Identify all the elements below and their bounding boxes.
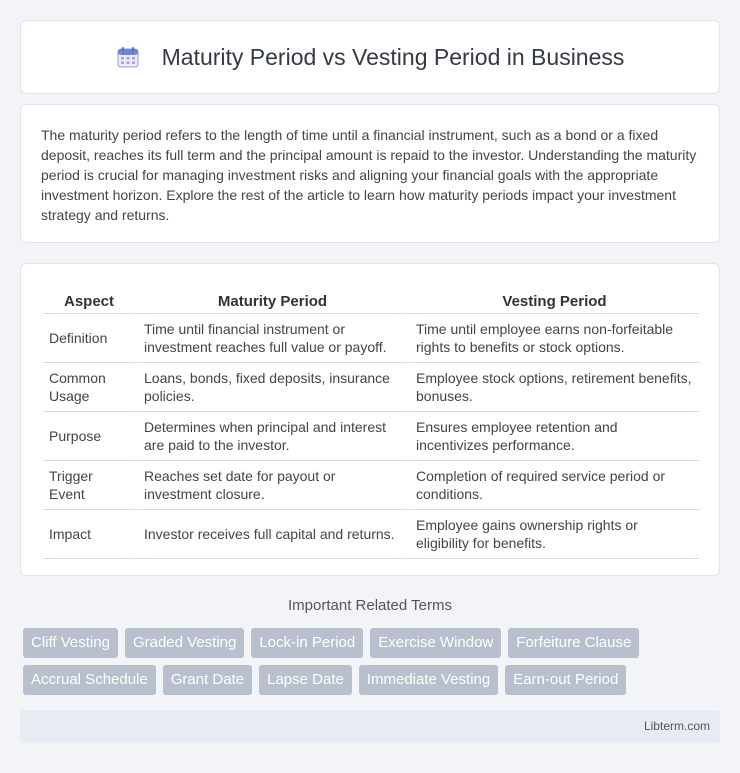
row-aspect: Definition bbox=[43, 314, 135, 363]
related-terms-tags bbox=[23, 628, 723, 702]
tag-forfeiture-clause[interactable]: Forfeiture Clause bbox=[508, 628, 639, 658]
tag-cliff-vesting[interactable]: Cliff Vesting bbox=[23, 628, 118, 658]
row-aspect: Impact bbox=[43, 510, 135, 559]
row-maturity: Determines when principal and interest are paid to the investor. bbox=[135, 412, 407, 461]
tag-row bbox=[23, 628, 723, 658]
table-row bbox=[43, 314, 699, 363]
row-maturity: Loans, bonds, fixed deposits, insurance policies. bbox=[135, 363, 407, 412]
intro-text: The maturity period refers to the length of time until a financial instrument, such as a bond or a fixed deposit, reaches its full term and the principal amount is repaid to the investor. Understanding the maturity period is crucial for managing investment risks and aligning your financial goals with the appropriate investment horizon. Explore the rest of the article to learn how maturity periods impact your investment strategy and returns. bbox=[41, 127, 697, 223]
comparison-card bbox=[20, 263, 720, 576]
table-row bbox=[43, 412, 699, 461]
tag-row bbox=[23, 665, 723, 695]
page-title: Maturity Period vs Vesting Period in Business bbox=[161, 43, 625, 70]
row-vesting: Employee gains ownership rights or eligibility for benefits. bbox=[407, 510, 699, 559]
header-aspect: Aspect bbox=[43, 284, 135, 314]
header-maturity: Maturity Period bbox=[135, 284, 407, 314]
tag-accrual-schedule[interactable]: Accrual Schedule bbox=[23, 665, 156, 695]
related-terms-title: Important Related Terms bbox=[288, 597, 452, 614]
row-vesting: Time until employee earns non-forfeitable rights to benefits or stock options. bbox=[407, 314, 699, 363]
row-aspect: Trigger Event bbox=[43, 461, 135, 510]
footer bbox=[20, 710, 720, 743]
row-vesting: Employee stock options, retirement benefits, bonuses. bbox=[407, 363, 699, 412]
footer-brand[interactable]: Libterm.com bbox=[643, 719, 710, 733]
calendar-icon bbox=[116, 45, 140, 69]
row-aspect: Common Usage bbox=[43, 363, 135, 412]
row-maturity: Investor receives full capital and returns. bbox=[135, 510, 407, 559]
tag-lock-in-period[interactable]: Lock-in Period bbox=[251, 628, 363, 658]
row-vesting: Ensures employee retention and incentivizes performance. bbox=[407, 412, 699, 461]
table-row bbox=[43, 510, 699, 559]
intro-card bbox=[20, 104, 720, 243]
row-vesting: Completion of required service period or conditions. bbox=[407, 461, 699, 510]
row-aspect: Purpose bbox=[43, 412, 135, 461]
table-row bbox=[43, 461, 699, 510]
tag-grant-date[interactable]: Grant Date bbox=[163, 665, 252, 695]
tag-graded-vesting[interactable]: Graded Vesting bbox=[125, 628, 244, 658]
row-maturity: Reaches set date for payout or investment closure. bbox=[135, 461, 407, 510]
tag-lapse-date[interactable]: Lapse Date bbox=[259, 665, 352, 695]
table-header-row bbox=[43, 284, 699, 314]
tag-immediate-vesting[interactable]: Immediate Vesting bbox=[359, 665, 498, 695]
row-maturity: Time until financial instrument or investment reaches full value or payoff. bbox=[135, 314, 407, 363]
comparison-table bbox=[43, 284, 699, 559]
title-card bbox=[20, 20, 720, 94]
tag-exercise-window[interactable]: Exercise Window bbox=[370, 628, 501, 658]
table-row bbox=[43, 363, 699, 412]
tag-earn-out-period[interactable]: Earn-out Period bbox=[505, 665, 626, 695]
header-vesting: Vesting Period bbox=[407, 284, 699, 314]
